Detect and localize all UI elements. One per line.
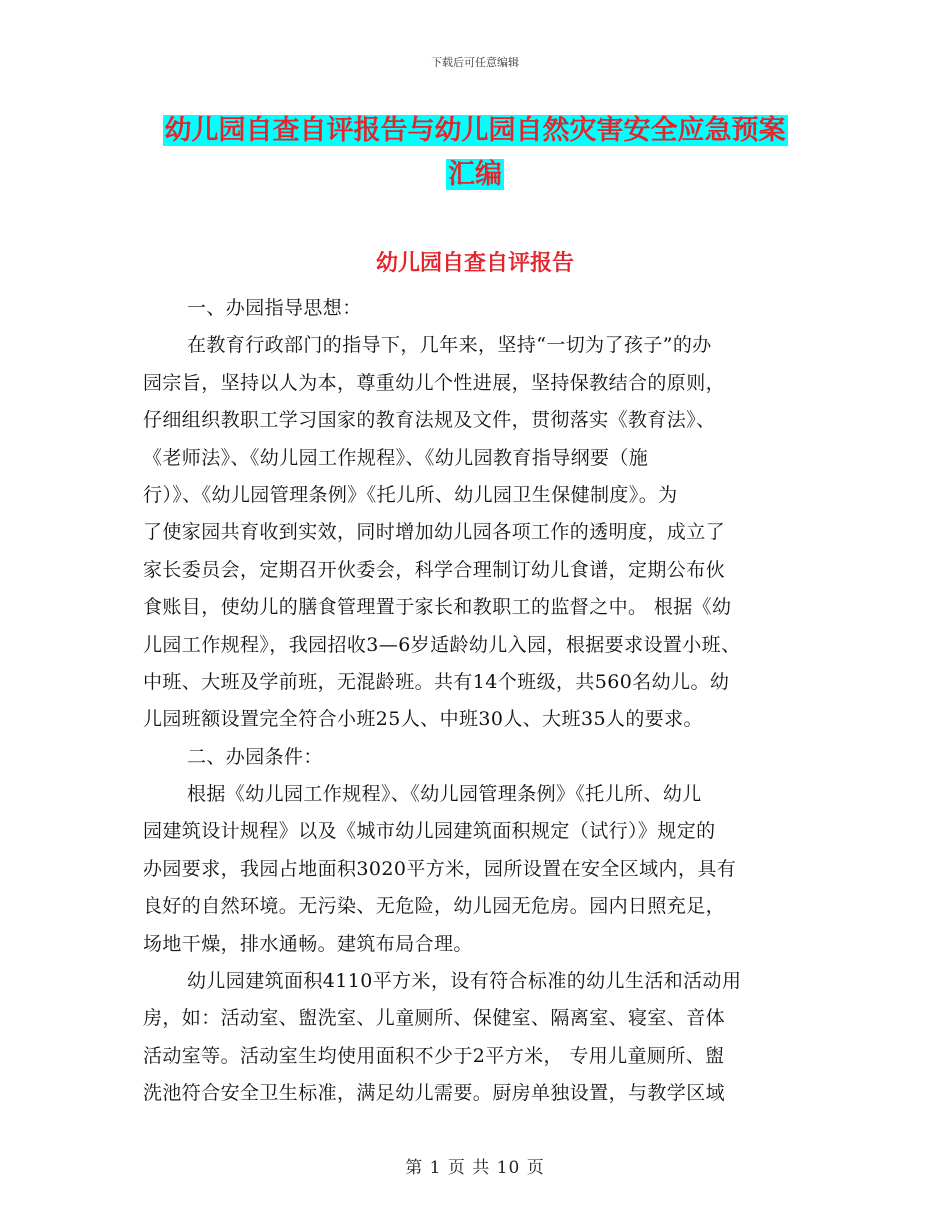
document-title-line-2 <box>0 152 950 198</box>
paragraph-line: 根据《幼儿园工作规程》、《幼儿园管理条例》《托儿所、幼儿 <box>187 783 702 806</box>
paragraph-line: 良好的自然环境。无污染、无危险，幼儿园无危房。园内日照充足， <box>143 895 726 918</box>
title-highlight-2: 汇编 <box>448 159 502 190</box>
paragraph-line: 园宗旨，坚持以人为本，尊重幼儿个性进展，坚持保教结合的原则， <box>143 371 726 394</box>
heading-guiding-thought: 一、办园指导思想： <box>187 297 362 319</box>
paragraph-line: 园建筑设计规程》以及《城市幼儿园建筑面积规定（试行）》规定的 <box>143 820 716 843</box>
paragraph-line: 了使家园共育收到实效，同时增加幼儿园各项工作的透明度，成立了 <box>143 521 726 544</box>
body-text <box>143 290 823 1113</box>
paragraph-line: 在教育行政部门的指导下，几年来，坚持“一切为了孩子”的办 <box>187 334 712 357</box>
paragraph-line: 洗池符合安全卫生标准，满足幼儿需要。厨房单独设置，与教学区域 <box>143 1082 726 1105</box>
paragraph-line: 行）》、《幼儿园管理条例》《托儿所、幼儿园卫生保健制度》。为 <box>143 483 678 506</box>
paragraph-line: 场地干燥，排水通畅。建筑布局合理。 <box>143 932 473 955</box>
paragraph-line: 幼儿园建筑面积4110平方米，设有符合标准的幼儿生活和活动用 <box>187 970 742 993</box>
page-footer: 第 1 页 共 10 页 <box>405 1158 545 1178</box>
heading-conditions: 二、办园条件： <box>187 745 323 768</box>
paragraph-line: 中班、大班及学前班，无混龄班。共有14个班级，共560名幼儿。幼 <box>143 670 730 693</box>
paragraph-line: 活动室等。活动室生均使用面积不少于2平方米， 专用儿童厕所、盥 <box>143 1044 725 1067</box>
paragraph-line: 食账目，使幼儿的膳食管理置于家长和教职工的监督之中。 根据《幼 <box>143 596 732 619</box>
header-note: 下载后可任意编辑 <box>431 56 519 69</box>
paragraph-line: 《老师法》、《幼儿园工作规程》、《幼儿园教育指导纲要（施 <box>143 446 649 469</box>
document-title-line-1 <box>0 108 950 154</box>
paragraph-line: 仔细组织教职工学习国家的教育法规及文件，贯彻落实《教育法》、 <box>143 409 716 432</box>
section-title: 幼儿园自查自评报告 <box>375 251 574 276</box>
paragraph-line: 家长委员会，定期召开伙委会，科学合理制订幼儿食谱，定期公布伙 <box>143 558 726 581</box>
paragraph-line: 儿园班额设置完全符合小班25人、中班30人、大班35人的要求。 <box>143 708 703 731</box>
title-highlight-1: 幼儿园自查自评报告与幼儿园自然灾害安全应急预案 <box>164 115 786 146</box>
paragraph-line: 办园要求，我园占地面积3020平方米，园所设置在安全区域内，具有 <box>143 857 737 880</box>
paragraph-line: 儿园工作规程》，我园招收3—6岁适龄幼儿入园，根据要求设置小班、 <box>143 633 741 656</box>
paragraph-line: 房，如：活动室、盥洗室、儿童厕所、保健室、隔离室、寝室、音体 <box>143 1007 726 1030</box>
